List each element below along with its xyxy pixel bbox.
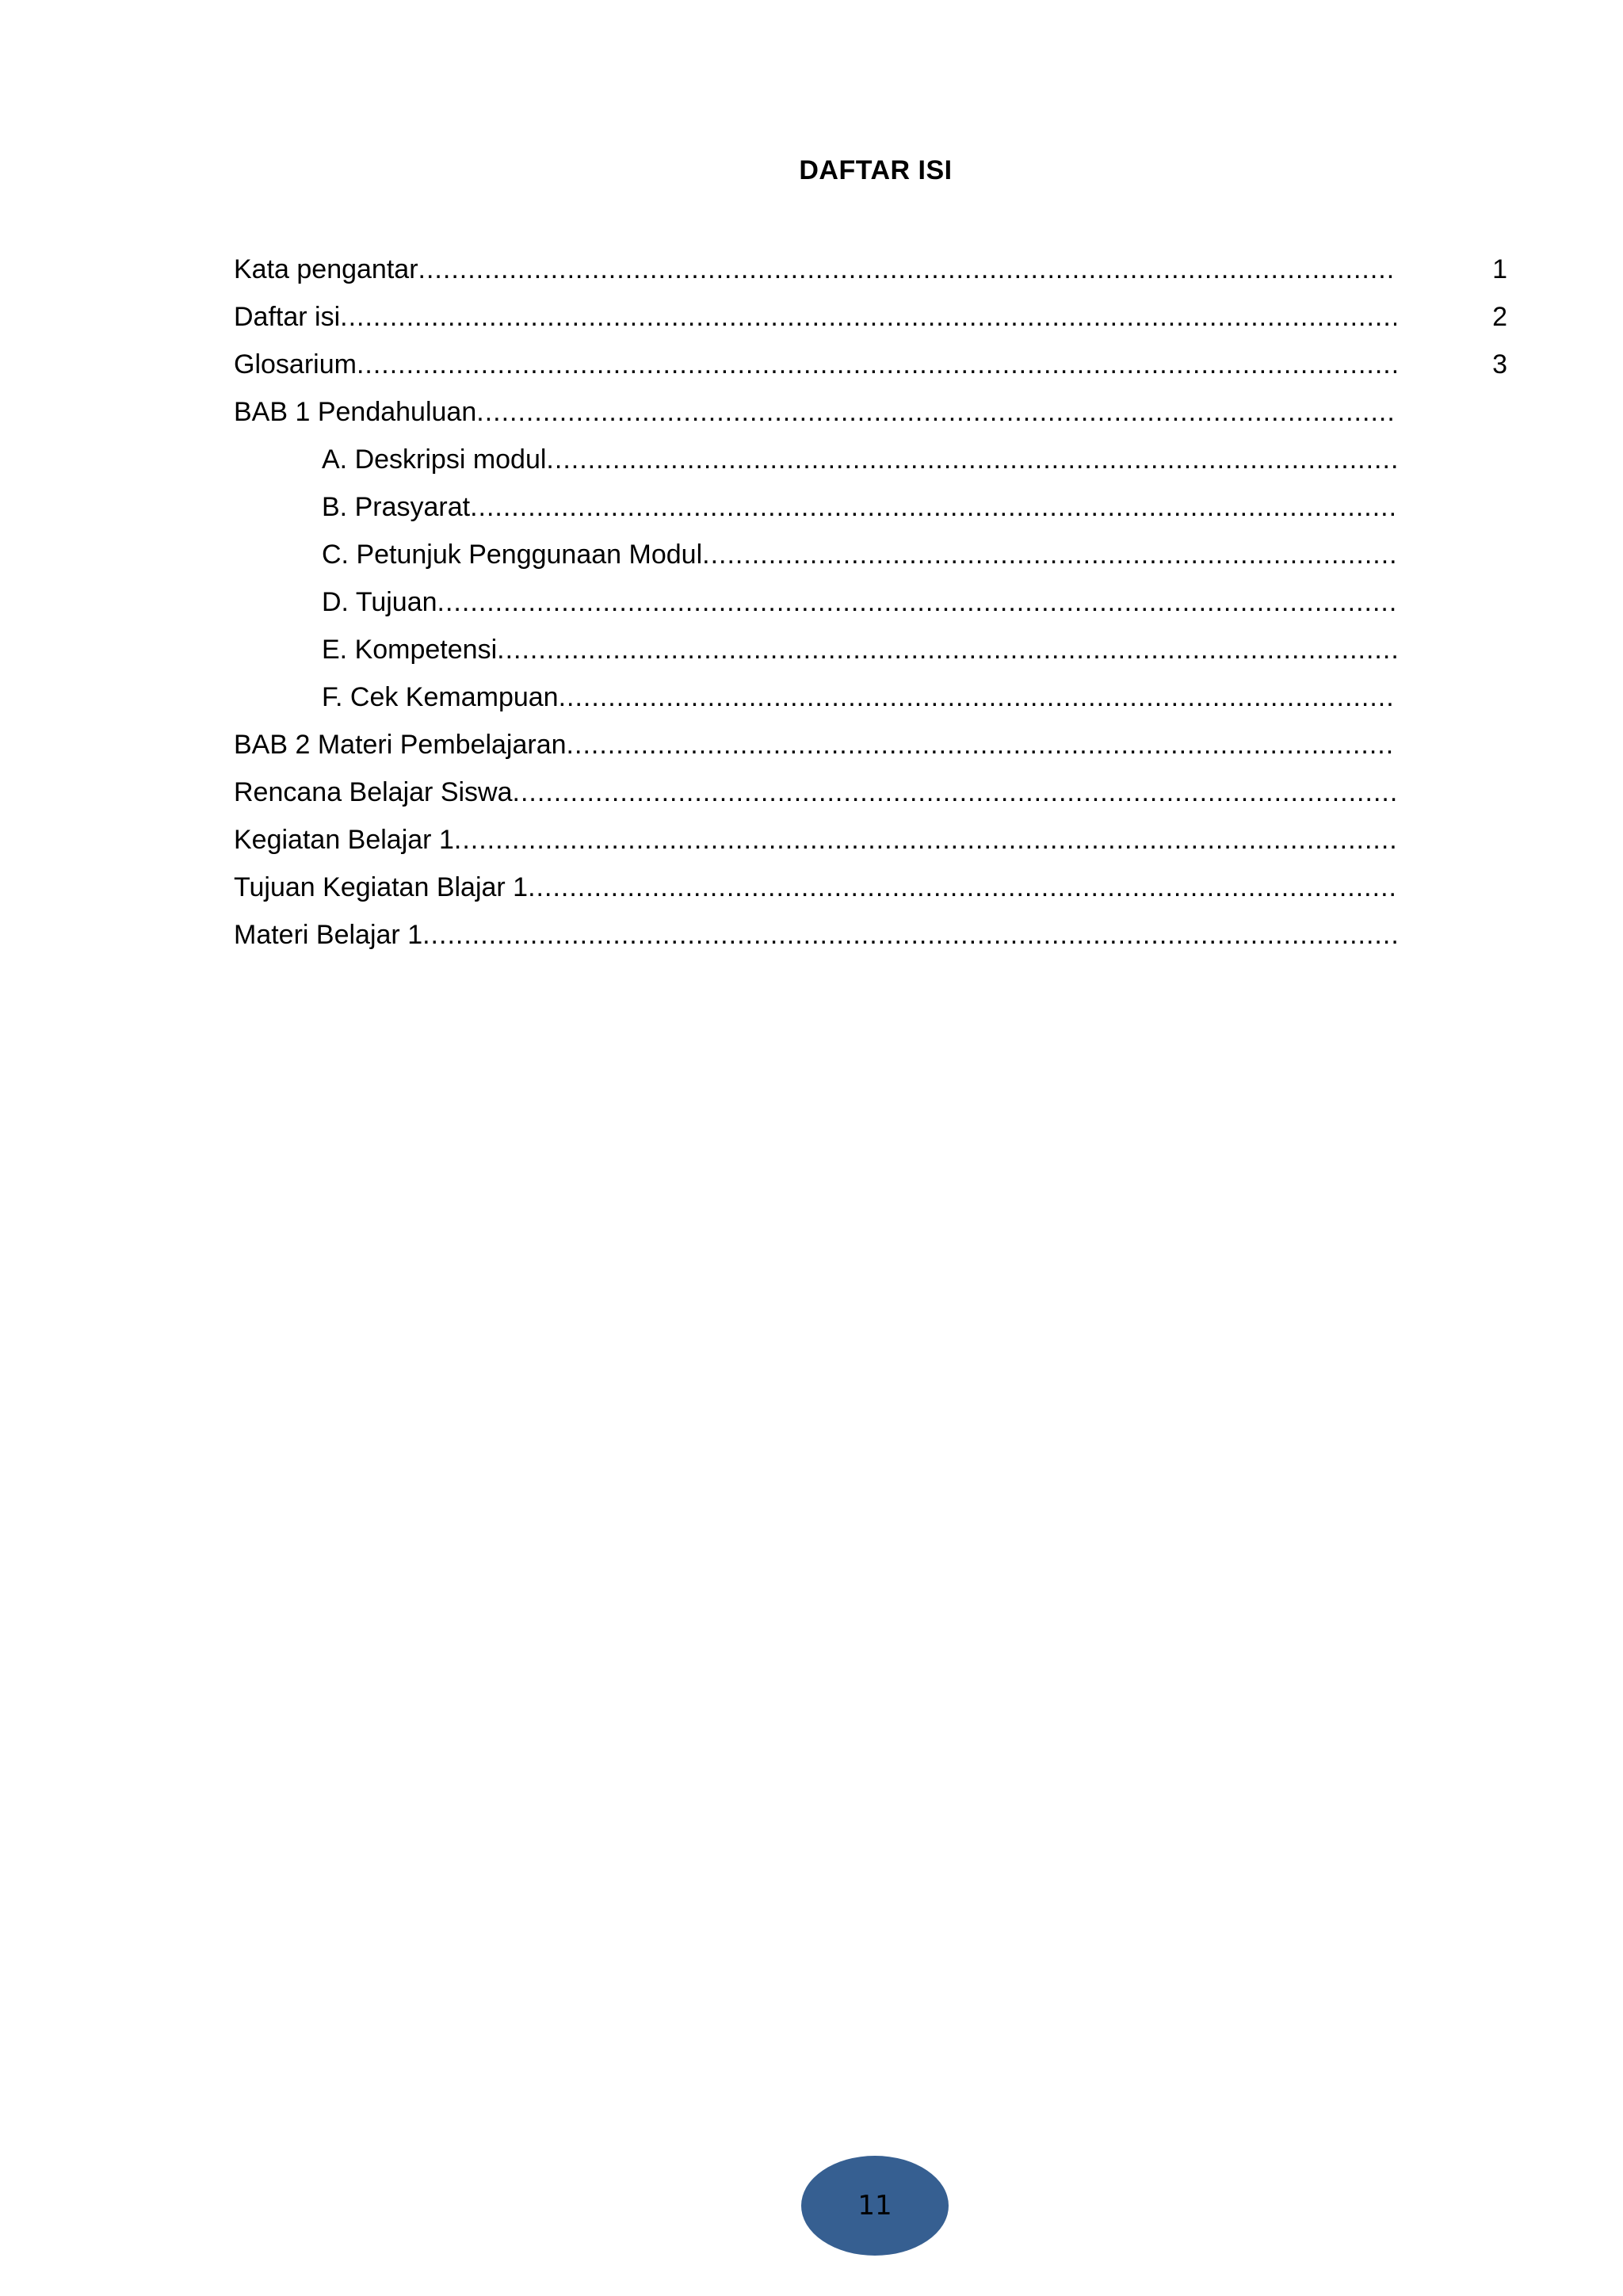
toc-dot-leader <box>476 388 1396 436</box>
toc-dot-leader <box>437 578 1396 626</box>
toc-entry[interactable] <box>234 293 1507 341</box>
toc-entry[interactable] <box>234 911 1507 959</box>
toc-entry-label: BAB 2 Materi Pembelajaran <box>234 730 567 760</box>
toc-entry[interactable] <box>234 816 1507 864</box>
toc-dot-leader <box>567 721 1396 769</box>
toc-subentry[interactable] <box>234 436 1507 483</box>
toc-dot-leader <box>497 626 1396 673</box>
toc-entry-label: E. Kompetensi <box>322 635 498 665</box>
toc-subentry[interactable] <box>234 483 1507 531</box>
toc-entry-page: 2 <box>1492 302 1507 332</box>
toc-dot-leader <box>418 246 1396 293</box>
toc-entry-label: Kata pengantar <box>234 254 418 284</box>
toc-entry[interactable] <box>234 341 1507 388</box>
toc-entry-label: Materi Belajar 1 <box>234 920 423 950</box>
toc-entry-label: F. Cek Kemampuan <box>322 682 559 712</box>
toc-entry-label: Tujuan Kegiatan Blajar 1 <box>234 872 529 902</box>
page-number: 11 <box>857 2190 892 2222</box>
toc-dot-leader <box>702 531 1396 578</box>
toc-entry-page: 1 <box>1492 254 1507 284</box>
toc-entry-label: BAB 1 Pendahuluan <box>234 397 477 427</box>
page-title: DAFTAR ISI <box>799 155 953 185</box>
table-of-contents <box>234 246 1507 959</box>
toc-entry-label: Kegiatan Belajar 1 <box>234 825 454 855</box>
toc-dot-leader <box>546 436 1396 483</box>
toc-dot-leader <box>559 673 1396 721</box>
toc-entry[interactable] <box>234 769 1507 816</box>
toc-dot-leader <box>454 816 1396 864</box>
page-number-badge <box>801 2156 949 2256</box>
toc-subentry[interactable] <box>234 673 1507 721</box>
toc-entry-label: B. Prasyarat <box>322 492 471 522</box>
toc-entry-page: 3 <box>1492 349 1507 379</box>
toc-subentry[interactable] <box>234 626 1507 673</box>
toc-dot-leader <box>470 483 1396 531</box>
toc-entry[interactable] <box>234 388 1507 436</box>
toc-entry-label: C. Petunjuk Penggunaan Modul <box>322 540 703 570</box>
toc-subentry[interactable] <box>234 578 1507 626</box>
toc-dot-leader <box>357 341 1396 388</box>
toc-entry[interactable] <box>234 246 1507 293</box>
toc-dot-leader <box>528 864 1396 911</box>
toc-dot-leader <box>422 911 1396 959</box>
toc-entry-label: Rencana Belajar Siswa <box>234 777 513 807</box>
toc-entry-label: Daftar isi <box>234 302 341 332</box>
toc-entry[interactable] <box>234 864 1507 911</box>
toc-dot-leader <box>340 293 1396 341</box>
toc-dot-leader <box>513 769 1396 816</box>
toc-subentry[interactable] <box>234 531 1507 578</box>
toc-entry-label: A. Deskripsi modul <box>322 444 547 475</box>
toc-entry-label: D. Tujuan <box>322 587 437 617</box>
toc-entry[interactable] <box>234 721 1507 769</box>
toc-entry-label: Glosarium <box>234 349 357 379</box>
